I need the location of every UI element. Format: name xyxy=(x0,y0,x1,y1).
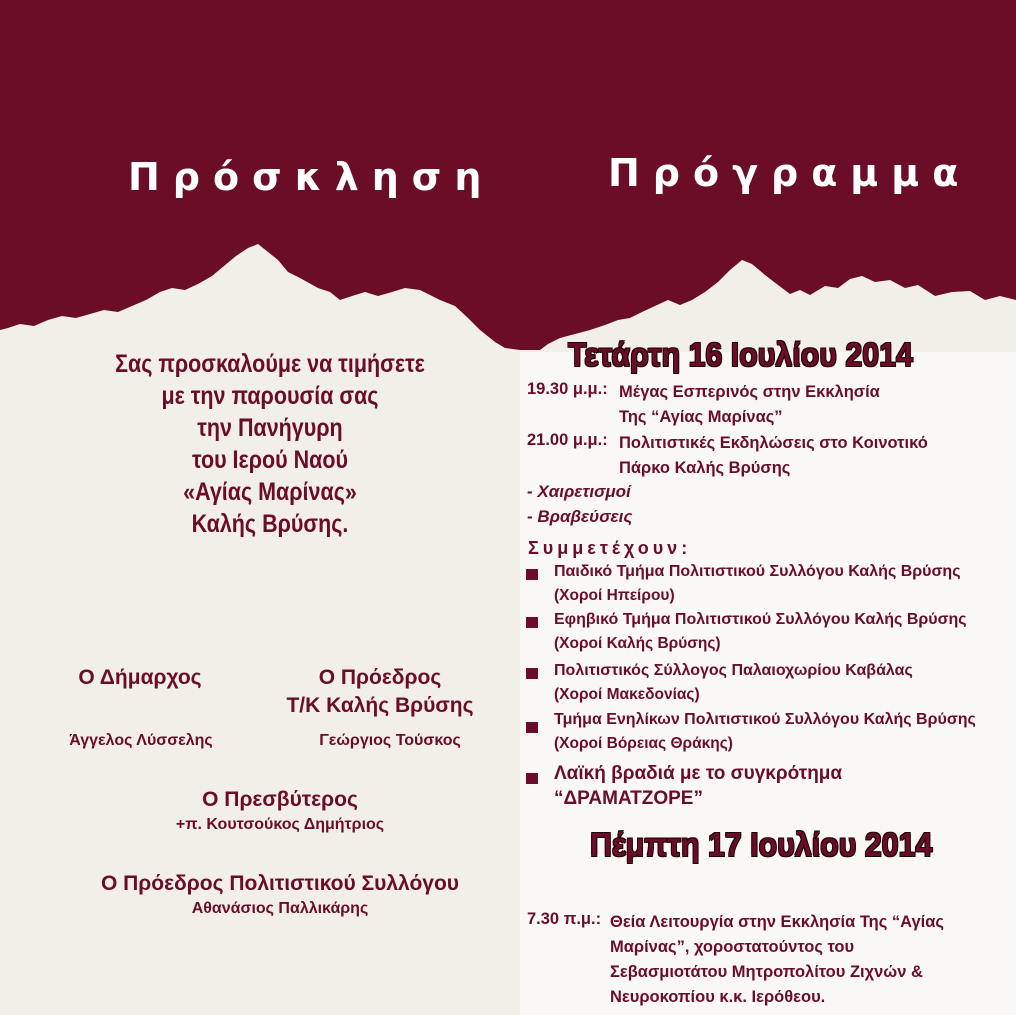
square-bullet-icon xyxy=(526,773,538,784)
participant-name: Εφηβικό Τμήμα Πολιτιστικού Συλλόγου Καλής Βρύσης xyxy=(554,611,967,628)
participant-name: Παιδικό Τμήμα Πολιτιστικού Συλλόγου Καλής Βρύσης xyxy=(554,563,961,580)
club-president-signature xyxy=(70,870,490,920)
square-bullet-icon xyxy=(526,722,538,733)
invitation-heading: Πρόσκληση xyxy=(128,155,495,199)
event-line: Πάρκο Καλής Βρύσης xyxy=(619,459,791,477)
priest-name: +π. Κουτσούκος Δημήτριος xyxy=(175,816,385,833)
event-line: Σεβασμιοτάτου Μητροπολίτου Ζιχνών & xyxy=(610,963,923,981)
president-title: Ο Πρόεδρος xyxy=(318,666,442,689)
event-description xyxy=(619,431,928,481)
participant-name: Τμήμα Ενηλίκων Πολιτιστικού Συλλόγου Καλής Βρύσης xyxy=(554,711,976,728)
invitation-line: Καλής Βρύσης. xyxy=(191,510,349,538)
participant-band: “ΔΡΑΜΑΤΖΟΡΕ” xyxy=(554,788,703,809)
event-time: 21.00 μ.μ.: xyxy=(527,431,608,449)
priest-signature xyxy=(160,786,400,836)
square-bullet-icon xyxy=(526,569,538,580)
participant-dances: (Χοροί Καλής Βρύσης) xyxy=(554,635,721,652)
participant-dances: (Χοροί Ηπείρου) xyxy=(554,587,675,604)
participant-name: Πολιτιστικός Σύλλογος Παλαιοχωρίου Καβάλας xyxy=(554,662,913,679)
event-line: Μέγας Εσπερινός στην Εκκλησία xyxy=(619,383,880,401)
event-description xyxy=(610,910,944,1010)
mayor-name-block xyxy=(46,730,236,752)
program-item: - Χαιρετισμοί xyxy=(527,482,631,501)
event-line: Πολιτιστικές Εκδηλώσεις στο Κοινοτικό xyxy=(619,434,928,452)
participant-dances: (Χοροί Βόρειας Θράκης) xyxy=(554,735,733,752)
square-bullet-icon xyxy=(526,617,538,628)
event-time: 19.30 μ.μ.: xyxy=(527,380,608,398)
president-signature xyxy=(280,664,480,720)
mayor-name: Άγγελος Λύσσελης xyxy=(69,732,213,749)
mayor-signature xyxy=(70,664,210,692)
event-line: Μαρίνας”, χοροστατούντος του xyxy=(610,938,855,956)
day1-date: Τετάρτη 16 Ιουλίου 2014 xyxy=(568,336,913,373)
participant-dances: (Χοροί Μακεδονίας) xyxy=(554,686,700,703)
invitation-line: του Ιερού Ναού xyxy=(191,446,349,474)
invitation-line: με την παρουσία σας xyxy=(161,382,379,410)
president-community: Τ/Κ Καλής Βρύσης xyxy=(286,694,474,717)
invitation-line: την Πανήγυρη xyxy=(197,414,343,442)
priest-title: Ο Πρεσβύτερος xyxy=(202,788,358,811)
program-heading: Πρόγραμμα xyxy=(608,151,972,195)
event-time: 7.30 π.μ.: xyxy=(527,910,602,928)
event-line: Νευροκοπίου κ.κ. Ιερόθεου. xyxy=(610,988,826,1006)
club-president-title: Ο Πρόεδρος Πολιτιστικού Συλλόγου xyxy=(100,872,460,895)
participant-name: Λαϊκή βραδιά με το συγκρότημα xyxy=(554,763,843,784)
invitation-line: Σας προσκαλούμε να τιμήσετε xyxy=(115,350,425,378)
event-description xyxy=(619,380,880,430)
president-name: Γεώργιος Τούσκος xyxy=(319,732,461,749)
participants-label: Συμμετέχουν: xyxy=(528,538,692,558)
program-item: - Βραβεύσεις xyxy=(527,507,633,526)
mayor-title: Ο Δήμαρχος xyxy=(78,666,202,689)
event-line: Της “Αγίας Μαρίνας” xyxy=(619,408,783,426)
president-name-block xyxy=(290,730,490,752)
event-line: Θεία Λειτουργία στην Εκκλησία Της “Αγίας xyxy=(610,913,944,931)
square-bullet-icon xyxy=(526,668,538,679)
invitation-text xyxy=(72,348,468,540)
invitation-line: «Αγίας Μαρίνας» xyxy=(183,478,357,506)
club-president-name: Αθανάσιος Παλλικάρης xyxy=(191,900,369,917)
day2-date: Πέμπτη 17 Ιουλίου 2014 xyxy=(590,826,933,863)
